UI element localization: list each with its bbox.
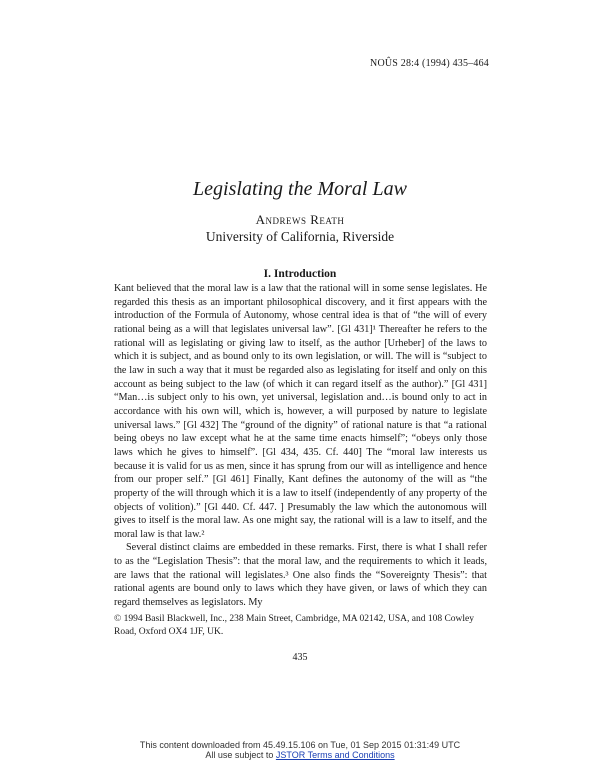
terms-prefix: All use subject to [205, 750, 276, 760]
download-notice: This content downloaded from 45.49.15.106 on Tue, 01 Sep 2015 01:31:49 UTC [139, 740, 461, 750]
author-name: Andrews Reath [255, 212, 345, 227]
article-title: Legislating the Moral Law [193, 178, 407, 200]
paragraph-1: Kant believed that the moral law is a law that the rational will in some sense legislates. He regarded this thesis as an important philosophical discovery, and it first appears with the introduction of the Formula of Autonomy, whose central idea is that of “the will of every rational being as a will that legislates universal law”. [Gl 431]¹ Thereafter he refers to the rational will as legislating or giving law to itself, as the author [Urheber] of the laws to which it is subject, and as bound only to its own legislation, or will. The will is “subject to the law in such a way that it must be regarded also as legislating for itself and only on this account as being subject to the law (of which it can regard itself as the author).” [Gl 431] “Man…is subject only to his own, yet universal, legislation and…is bound only to act in accordance with his own will, which is, however, a will purposed by nature to legislate universal laws.” [Gl 432] The “ground of the dignity” of rational nature is that “a rational being obeys no law except what he at the same time enacts himself”; “obeys only those laws which he gives to himself”. [Gl 434, 435. Cf. 440] The “moral law interests us because it is valid for us as men, since it has sprung from our will as intelligence and hence from our proper self.” [Gl 461] Finally, Kant defines the autonomy of the will as “the property of the will through which it is a law to itself (independently of any property of the objects of volition).” [Gl 440. Cf. 447. ] Presumably the law which the autonomous will gives to itself is the moral law. As one might say, the rational will is a law to itself, and the moral law is that law.² [114, 283, 487, 540]
article-body [114, 282, 487, 610]
paragraph-2: Several distinct claims are embedded in these remarks. First, there is what I shall refer to as the “Legislation Thesis”: that the moral law, and the requirements to which it leads, are laws that the rational will legislates.³ One also finds the “Sovereignty Thesis”: that rational agents are bound only to laws which they have given, or laws of which they can regard themselves as legislators. My [114, 542, 487, 609]
page-number: 435 [292, 652, 308, 663]
section-heading: I. Introduction [263, 268, 337, 280]
copyright-notice: © 1994 Basil Blackwell, Inc., 238 Main Street, Cambridge, MA 02142, USA, and 108 Cowley Road, Oxford OX4 1JF, UK. [114, 614, 474, 637]
journal-reference: NOÛS 28:4 (1994) 435–464 [370, 58, 489, 69]
author-affiliation: University of California, Riverside [205, 229, 395, 244]
terms-notice [0, 750, 600, 760]
jstor-terms-link[interactable]: JSTOR Terms and Conditions [275, 750, 395, 760]
